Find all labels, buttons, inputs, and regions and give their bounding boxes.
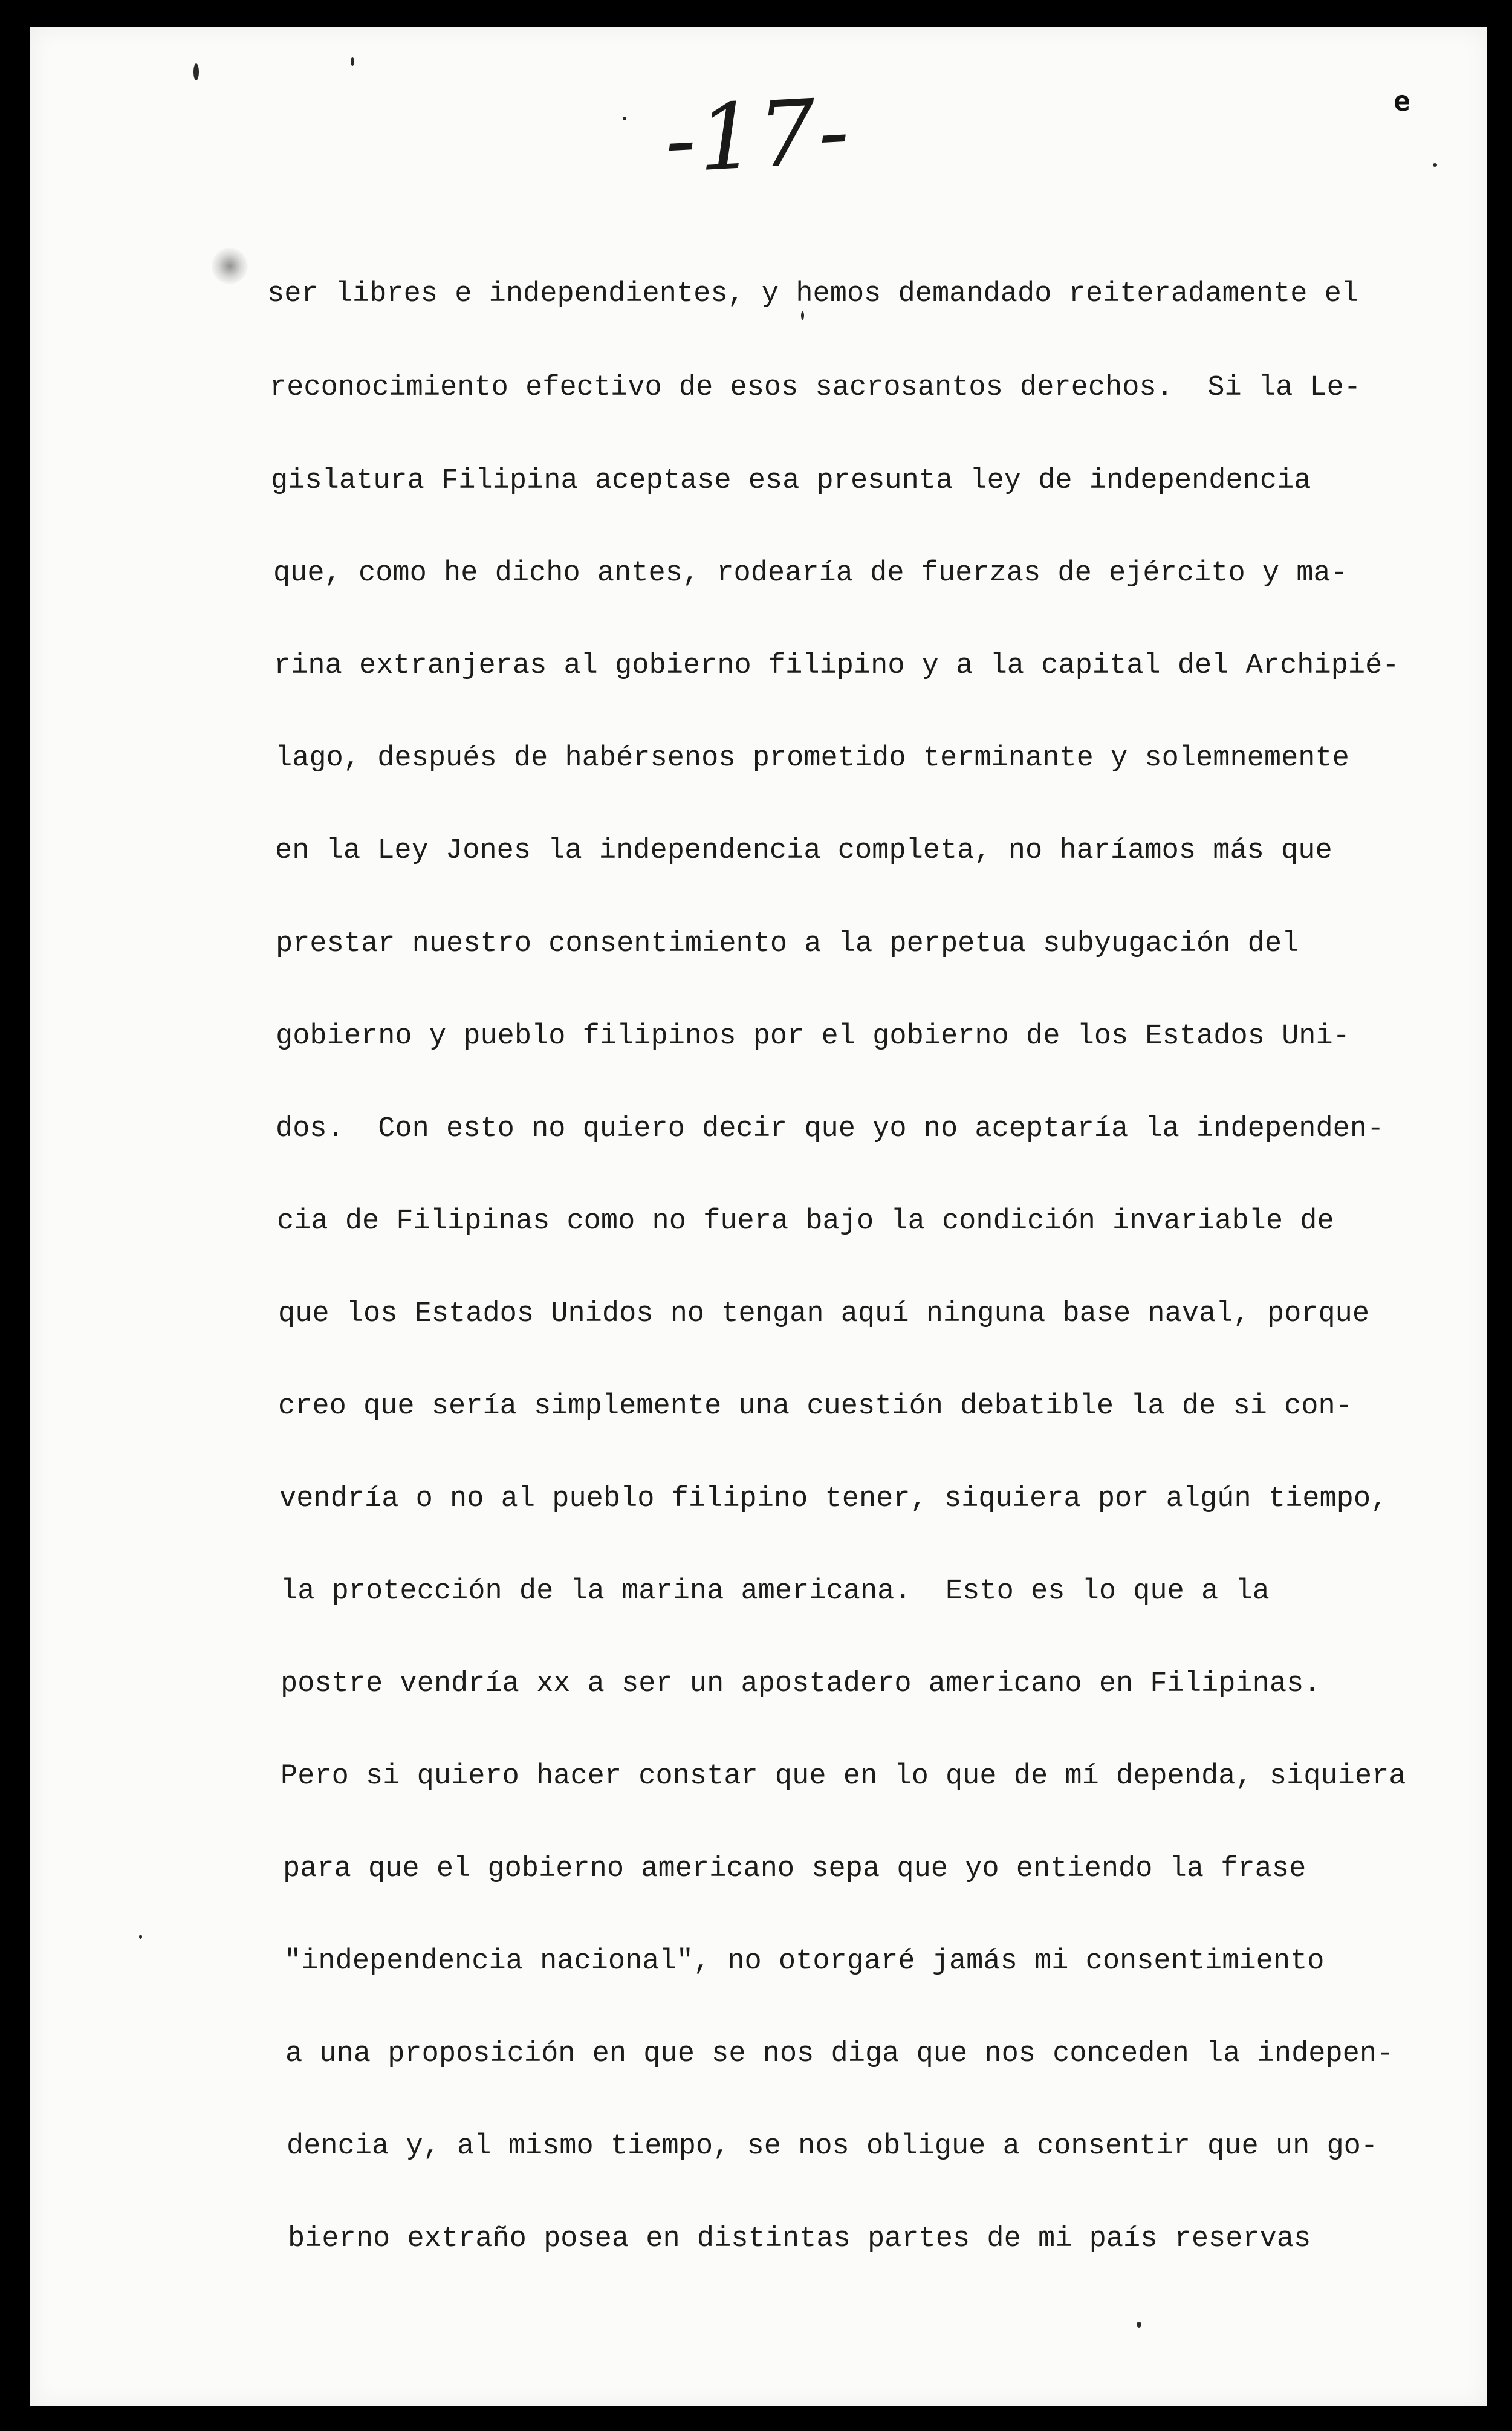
speck [1433, 163, 1437, 167]
speck [351, 57, 354, 66]
speck [139, 1935, 142, 1939]
text-line: vendría o no al pueblo filipino tener, siquiera por algún tiempo, [279, 1483, 1388, 1515]
text-line: Pero si quiero hacer constar que en lo que de mí dependa, siquiera [281, 1761, 1406, 1793]
text-line: "independencia nacional", no otorgaré jamás mi consentimiento [284, 1946, 1325, 1978]
text-line: que los Estados Unidos no tengan aquí ninguna base naval, porque [278, 1298, 1370, 1330]
text-line: postre vendría xx a ser un apostadero americano en Filipinas. [281, 1668, 1321, 1700]
corner-mark: e [1394, 85, 1410, 117]
page-number: -17- [662, 79, 854, 193]
text-line: ser libres e independientes, y hemos demandado reiteradamente el [267, 278, 1359, 310]
text-line: gislatura Filipina aceptase esa presunta ley de independencia [271, 465, 1311, 497]
ink-smudge [212, 248, 248, 284]
speck [193, 63, 199, 80]
text-line: que, como he dicho antes, rodearía de fuerzas de ejército y ma- [273, 557, 1348, 589]
speck [801, 311, 804, 320]
text-line: en la Ley Jones la independencia completa, no haríamos más que [275, 835, 1332, 867]
text-line: la protección de la marina americana. Esto es lo que a la [281, 1576, 1270, 1608]
speck [623, 117, 626, 120]
text-line: rina extranjeras al gobierno filipino y a la capital del Archipié- [274, 650, 1400, 682]
text-line: bierno extraño posea en distintas partes de mi país reservas [288, 2223, 1311, 2255]
text-line: para que el gobierno americano sepa que yo entiendo la frase [283, 1853, 1306, 1885]
text-line: reconocimiento efectivo de esos sacrosantos derechos. Si la Le- [270, 372, 1361, 404]
text-line: gobierno y pueblo filipinos por el gobierno de los Estados Uni- [276, 1021, 1350, 1053]
text-line: dos. Con esto no quiero decir que yo no aceptaría la independen- [276, 1113, 1384, 1145]
text-line: lago, después de habérsenos prometido terminante y solemnemente [275, 742, 1349, 774]
text-line: prestar nuestro consentimiento a la perpetua subyugación del [276, 928, 1299, 960]
text-line: cia de Filipinas como no fuera bajo la condición invariable de [277, 1206, 1334, 1238]
speck [1137, 2322, 1141, 2328]
text-line: dencia y, al mismo tiempo, se nos obligue a consentir que un go- [287, 2131, 1378, 2163]
text-line: creo que sería simplemente una cuestión debatible la de si con- [278, 1391, 1352, 1423]
typewritten-page [30, 27, 1487, 2406]
text-line: a una proposición en que se nos diga que nos conceden la indepen- [285, 2038, 1394, 2070]
